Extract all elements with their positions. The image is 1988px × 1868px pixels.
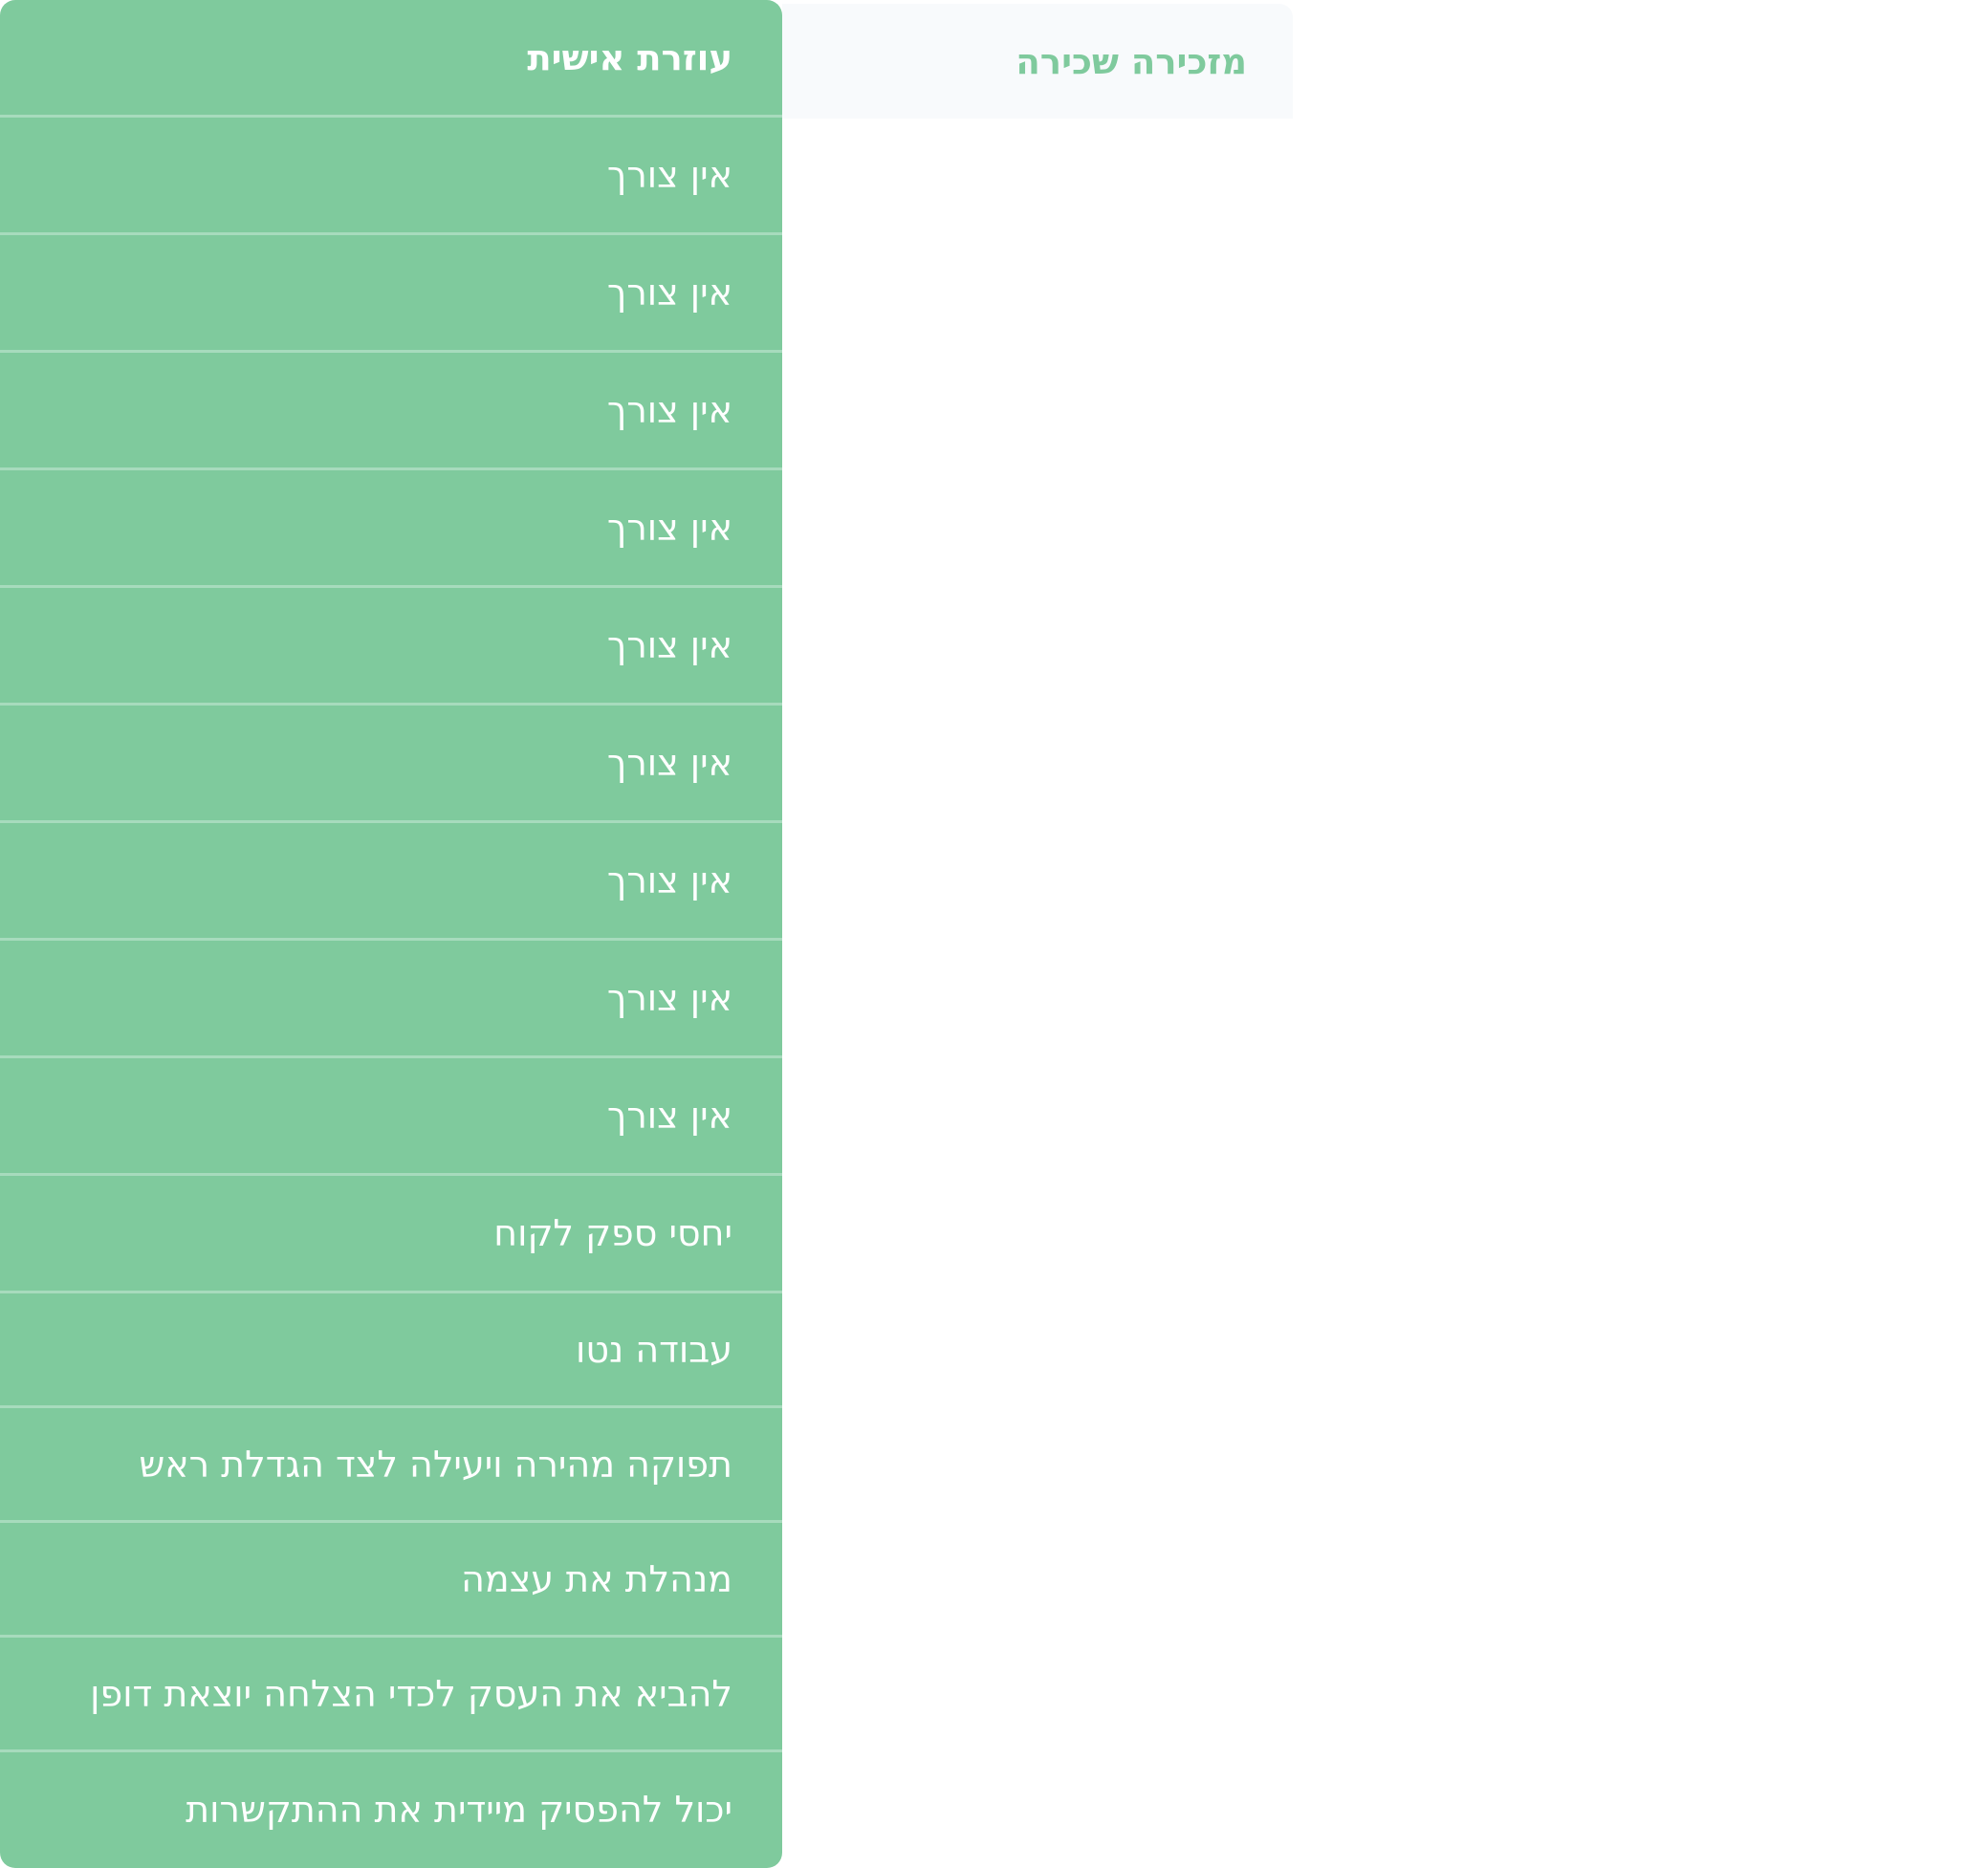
table-row <box>0 470 782 588</box>
assistant-column-title: עוזרת אישית <box>527 36 732 78</box>
table-row <box>0 941 782 1058</box>
table-cell-text: אין צורך <box>606 507 732 549</box>
table-row <box>0 1638 782 1752</box>
table-cell-text: אין צורך <box>606 977 732 1019</box>
table-row <box>0 1752 782 1867</box>
table-row <box>0 1058 782 1176</box>
secretary-column-title: מזכירה שכירה <box>1016 40 1247 82</box>
secretary-column-header <box>782 4 1293 119</box>
assistant-column <box>0 0 782 1868</box>
table-row <box>0 353 782 470</box>
assistant-column-header <box>0 0 782 118</box>
table-cell-text: תפוקה מהירה ויעילה לצד הגדלת ראש <box>139 1443 732 1486</box>
table-cell-text: אין צורך <box>606 742 732 784</box>
table-row <box>0 118 782 235</box>
table-row <box>0 1408 782 1523</box>
secretary-column <box>782 4 1293 119</box>
table-cell-text: יחסי ספק לקוח <box>493 1212 732 1254</box>
table-cell-text: אין צורך <box>606 272 732 314</box>
table-cell-text: יכול להפסיק מיידית את ההתקשרות <box>186 1789 732 1831</box>
table-cell-text: אין צורך <box>606 154 732 196</box>
table-cell-text: להביא את העסק לכדי הצלחה יוצאת דופן <box>90 1672 732 1715</box>
table-cell-text: אין צורך <box>606 389 732 431</box>
table-row <box>0 1293 782 1408</box>
table-row <box>0 1176 782 1293</box>
table-cell-text: מנהלת את עצמה <box>461 1557 732 1600</box>
table-row <box>0 235 782 353</box>
table-cell-text: אין צורך <box>606 1095 732 1137</box>
table-row <box>0 1523 782 1638</box>
table-row <box>0 588 782 706</box>
table-row <box>0 706 782 823</box>
table-cell-text: עבודה נטו <box>576 1328 732 1371</box>
table-cell-text: אין צורך <box>606 859 732 901</box>
table-row <box>0 823 782 941</box>
table-cell-text: אין צורך <box>606 624 732 666</box>
assistant-rows <box>0 118 782 1867</box>
